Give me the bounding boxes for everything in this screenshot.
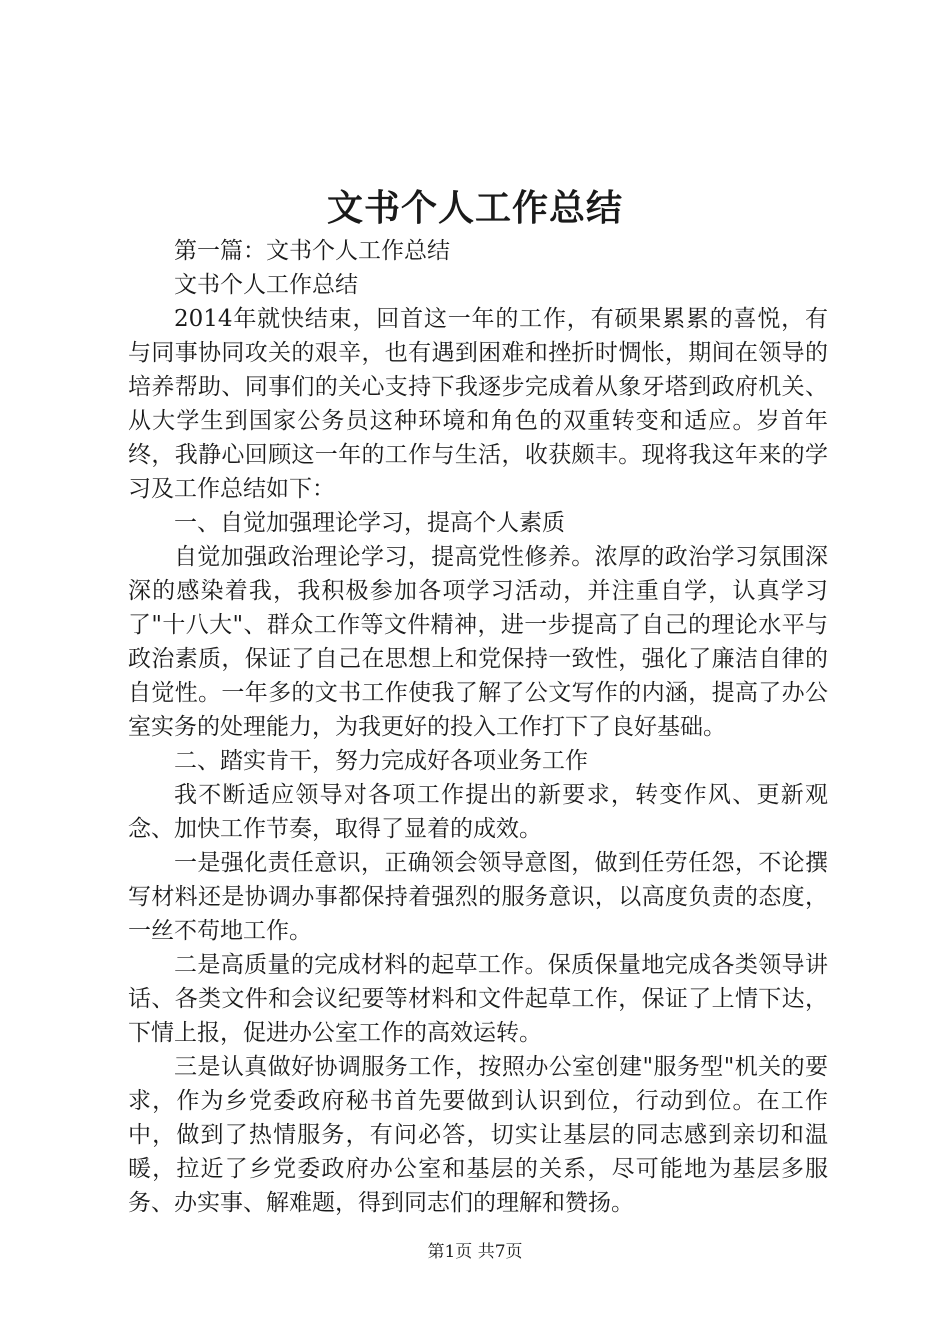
section-heading: 二、踏实肯干，努力完成好各项业务工作 [174, 748, 588, 774]
body-paragraph: 自觉加强政治理论学习，提高党性修养。浓厚的政治学习氛围深深的感染着我，我积极参加各项学习活动，并注重自学，认真学习了"十八大"、群众工作等文件精神，进一步提高了自己的理论水平与政治素质，保证了自己在思想上和党保持一致性，强化了廉洁自律的自觉性。一年多的文书工作使我了解了公文写作的内涵，提高了办公室实务的处理能力，为我更好的投入工作打下了良好基础。 [128, 544, 828, 740]
section-heading: 第一篇：文书个人工作总结 [174, 238, 450, 264]
section-heading: 一、自觉加强理论学习，提高个人素质 [174, 510, 565, 536]
subtitle: 文书个人工作总结 [174, 272, 358, 298]
body-paragraph: 2014年就快结束，回首这一年的工作，有硕果累累的喜悦，有与同事协同攻关的艰辛，也有遇到困难和挫折时惆怅，期间在领导的培养帮助、同事们的关心支持下我逐步完成着从象牙塔到政府机关、从大学生到国家公务员这种环境和角色的双重转变和适应。岁首年终，我静心回顾这一年的工作与生活，收获颇丰。现将我这年来的学习及工作总结如下： [128, 306, 828, 502]
page-footer: 第1页 共7页 [427, 1242, 523, 1262]
body-paragraph: 一是强化责任意识，正确领会领导意图，做到任劳任怨，不论撰写材料还是协调办事都保持着强烈的服务意识，以高度负责的态度，一丝不苟地工作。 [128, 850, 828, 944]
body-paragraph: 我不断适应领导对各项工作提出的新要求，转变作风、更新观念、加快工作节奏，取得了显着的成效。 [128, 782, 828, 842]
document-body [128, 234, 828, 1220]
document-title: 文书个人工作总结 [326, 187, 623, 229]
body-paragraph: 三是认真做好协调服务工作，按照办公室创建"服务型"机关的要求，作为乡党委政府秘书首先要做到认识到位，行动到位。在工作中，做到了热情服务，有问必答，切实让基层的同志感到亲切和温暖，拉近了乡党委政府办公室和基层的关系，尽可能地为基层多服务、办实事、解难题，得到同志们的理解和赞扬。 [128, 1054, 828, 1216]
body-paragraph: 二是高质量的完成材料的起草工作。保质保量地完成各类领导讲话、各类文件和会议纪要等材料和文件起草工作，保证了上情下达，下情上报，促进办公室工作的高效运转。 [128, 952, 828, 1046]
